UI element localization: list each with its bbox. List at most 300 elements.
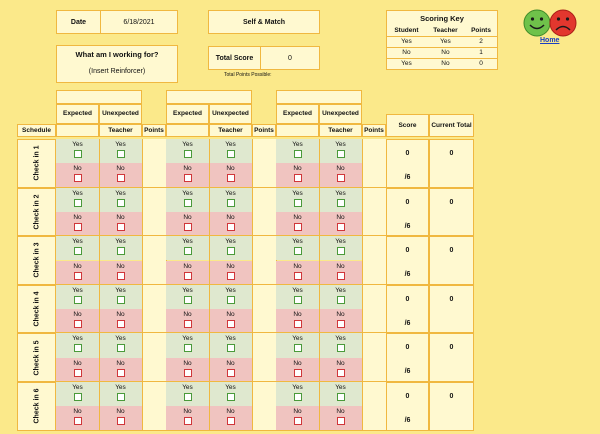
yes-option[interactable]: [209, 384, 252, 401]
column-divider: [252, 188, 253, 237]
yes-option-label: Yes: [72, 189, 83, 197]
student-col-header: [166, 124, 209, 137]
no-option[interactable]: [276, 263, 319, 280]
no-checkbox[interactable]: [337, 174, 345, 182]
reinforcer-box: [56, 45, 178, 83]
date-field: [56, 10, 178, 34]
yes-option[interactable]: [276, 335, 319, 352]
score-value: 0: [405, 247, 410, 255]
no-checkbox[interactable]: [117, 272, 125, 280]
no-option[interactable]: [56, 263, 99, 280]
column-divider: [209, 236, 210, 285]
no-checkbox[interactable]: [337, 369, 345, 377]
yes-checkbox[interactable]: [294, 150, 302, 158]
no-checkbox[interactable]: [74, 174, 82, 182]
yes-option-label: Yes: [335, 384, 346, 391]
no-checkbox[interactable]: [294, 369, 302, 377]
row-divider: [17, 430, 474, 431]
no-option[interactable]: [166, 408, 209, 425]
yes-option-label: Yes: [335, 238, 346, 246]
current-total-value: 0: [449, 247, 454, 255]
no-option[interactable]: [276, 165, 319, 182]
score-cell: [386, 236, 429, 285]
no-option[interactable]: [56, 214, 99, 231]
current-total-cell: [429, 188, 474, 237]
no-option-label: No: [226, 311, 235, 319]
yes-checkbox[interactable]: [227, 199, 235, 207]
no-option[interactable]: [276, 214, 319, 231]
no-option-label: No: [116, 359, 125, 367]
column-divider: [252, 139, 253, 188]
yes-option[interactable]: [319, 141, 362, 158]
yes-option-label: Yes: [225, 286, 236, 294]
score-out-of: /6: [404, 271, 411, 279]
checkin-label: [17, 188, 56, 237]
points-cell: [142, 236, 166, 285]
no-option-label: No: [73, 311, 82, 319]
date-value[interactable]: 6/18/2021: [123, 18, 155, 26]
no-checkbox[interactable]: [184, 369, 192, 377]
no-checkbox[interactable]: [294, 174, 302, 182]
no-checkbox[interactable]: [294, 320, 302, 328]
column-divider: [319, 236, 320, 285]
no-option[interactable]: [99, 360, 142, 377]
yes-checkbox[interactable]: [184, 247, 192, 255]
yes-option-label: Yes: [292, 189, 303, 197]
no-checkbox[interactable]: [294, 417, 302, 425]
yes-checkbox[interactable]: [337, 150, 345, 158]
column-divider: [319, 382, 320, 431]
no-option[interactable]: [209, 408, 252, 425]
column-divider: [252, 382, 253, 431]
yes-option-label: Yes: [182, 189, 193, 197]
column-divider: [319, 333, 320, 382]
no-option-label: No: [116, 213, 125, 221]
key-cell: 0: [465, 58, 497, 69]
no-option[interactable]: [56, 311, 99, 328]
checkin-label: [17, 382, 56, 431]
yes-checkbox[interactable]: [117, 150, 125, 158]
yes-option[interactable]: [166, 141, 209, 158]
column-divider: [252, 236, 253, 285]
yes-option-label: Yes: [292, 286, 303, 294]
no-checkbox[interactable]: [184, 272, 192, 280]
yes-checkbox[interactable]: [74, 247, 82, 255]
yes-option-label: Yes: [72, 286, 83, 294]
no-option[interactable]: [56, 165, 99, 182]
yes-checkbox[interactable]: [74, 296, 82, 304]
yes-option[interactable]: [56, 287, 99, 304]
points-cell: [362, 333, 386, 382]
score-cell: [386, 285, 429, 334]
yes-option[interactable]: [319, 287, 362, 304]
no-checkbox[interactable]: [117, 369, 125, 377]
no-checkbox[interactable]: [227, 369, 235, 377]
yes-checkbox[interactable]: [184, 344, 192, 352]
current-total-value: 0: [449, 344, 454, 352]
key-cell: Yes: [387, 58, 426, 69]
yes-checkbox[interactable]: [117, 393, 125, 401]
no-checkbox[interactable]: [74, 417, 82, 425]
no-option-label: No: [336, 213, 345, 221]
column-divider: [99, 236, 100, 285]
current-total-cell: [429, 139, 474, 188]
column-divider: [362, 236, 363, 285]
score-out-of: /6: [404, 222, 411, 230]
key-cell: No: [387, 47, 426, 58]
yes-option[interactable]: [319, 384, 362, 401]
yes-checkbox[interactable]: [337, 344, 345, 352]
expected-header: Expected: [276, 104, 319, 124]
score-value: 0: [405, 198, 410, 206]
key-col-student: Student: [394, 26, 419, 34]
current-total-header: Current Total: [429, 114, 474, 137]
no-checkbox[interactable]: [227, 174, 235, 182]
yes-option-label: Yes: [182, 286, 193, 294]
no-checkbox[interactable]: [117, 174, 125, 182]
yes-option[interactable]: [276, 190, 319, 207]
no-option-label: No: [183, 213, 192, 221]
score-cell: [386, 188, 429, 237]
no-option[interactable]: [99, 263, 142, 280]
no-option-label: No: [116, 165, 125, 173]
no-option[interactable]: [209, 263, 252, 280]
yes-checkbox[interactable]: [337, 247, 345, 255]
key-cell: Yes: [426, 36, 465, 47]
no-checkbox[interactable]: [337, 417, 345, 425]
yes-checkbox[interactable]: [294, 296, 302, 304]
no-checkbox[interactable]: [294, 272, 302, 280]
date-label: Date: [57, 11, 101, 33]
yes-checkbox[interactable]: [117, 247, 125, 255]
no-checkbox[interactable]: [294, 223, 302, 231]
yes-option-label: Yes: [225, 189, 236, 197]
no-checkbox[interactable]: [337, 320, 345, 328]
scoring-key: [386, 10, 498, 70]
expected-header: Expected: [166, 104, 209, 124]
checkin-label: [17, 236, 56, 285]
yes-option[interactable]: [166, 238, 209, 255]
score-cell: [386, 139, 429, 188]
score-out-of: /6: [404, 417, 411, 424]
no-option[interactable]: [99, 165, 142, 182]
column-divider: [319, 285, 320, 334]
no-checkbox[interactable]: [227, 223, 235, 231]
schedule-header: Schedule: [17, 124, 56, 137]
yes-option[interactable]: [56, 238, 99, 255]
no-option-label: No: [183, 165, 192, 173]
yes-checkbox[interactable]: [74, 344, 82, 352]
yes-option-label: Yes: [225, 384, 236, 391]
no-checkbox[interactable]: [74, 369, 82, 377]
no-checkbox[interactable]: [184, 223, 192, 231]
points-cell: [142, 382, 166, 431]
column-divider: [99, 188, 100, 237]
checkin-label-text: Check in 5: [33, 340, 40, 376]
score-value: 0: [405, 344, 410, 352]
no-option-label: No: [336, 408, 345, 416]
no-option[interactable]: [319, 214, 362, 231]
key-cell: No: [426, 47, 465, 58]
yes-option-label: Yes: [292, 141, 303, 148]
no-checkbox[interactable]: [74, 223, 82, 231]
yes-option[interactable]: [209, 238, 252, 255]
column-divider: [252, 333, 253, 382]
yes-option-label: Yes: [292, 384, 303, 391]
no-checkbox[interactable]: [74, 272, 82, 280]
expected-header: Expected: [56, 104, 99, 124]
unexpected-header: Unexpected: [99, 104, 142, 124]
key-cell: Yes: [387, 36, 426, 47]
no-option[interactable]: [319, 263, 362, 280]
no-checkbox[interactable]: [184, 174, 192, 182]
yes-option-label: Yes: [335, 335, 346, 343]
yes-option[interactable]: [56, 384, 99, 401]
yes-option[interactable]: [99, 287, 142, 304]
points-cell: [362, 188, 386, 237]
column-divider: [209, 188, 210, 237]
key-cell: 1: [465, 47, 497, 58]
checkin-label-text: Check in 1: [33, 145, 40, 181]
points-cell: [142, 285, 166, 334]
yes-option[interactable]: [319, 238, 362, 255]
yes-checkbox[interactable]: [184, 296, 192, 304]
checkin-label: [17, 139, 56, 188]
yes-option-label: Yes: [292, 335, 303, 343]
no-option-label: No: [336, 359, 345, 367]
column-divider: [209, 285, 210, 334]
points-cell: [362, 139, 386, 188]
no-option[interactable]: [56, 360, 99, 377]
reinforcer-value[interactable]: (Insert Reinforcer): [88, 68, 146, 75]
yes-checkbox[interactable]: [337, 199, 345, 207]
points-cell: [142, 333, 166, 382]
yes-checkbox[interactable]: [294, 247, 302, 255]
yes-checkbox[interactable]: [117, 296, 125, 304]
checkin-table: [17, 90, 473, 434]
no-option[interactable]: [209, 360, 252, 377]
no-checkbox[interactable]: [227, 320, 235, 328]
key-col-teacher: Teacher: [433, 26, 458, 34]
current-total-value: 0: [449, 198, 454, 206]
yes-option[interactable]: [99, 238, 142, 255]
score-out-of: /6: [404, 368, 411, 376]
yes-checkbox[interactable]: [227, 344, 235, 352]
yes-option-label: Yes: [182, 141, 193, 148]
no-option[interactable]: [276, 360, 319, 377]
yes-checkbox[interactable]: [74, 199, 82, 207]
yes-checkbox[interactable]: [294, 344, 302, 352]
yes-option[interactable]: [209, 141, 252, 158]
yes-checkbox[interactable]: [74, 393, 82, 401]
no-option-label: No: [73, 262, 82, 270]
total-points-possible: Total Points Possible:: [224, 72, 272, 78]
no-option[interactable]: [319, 360, 362, 377]
yes-option-label: Yes: [292, 238, 303, 246]
yes-checkbox[interactable]: [184, 393, 192, 401]
no-option-label: No: [293, 311, 302, 319]
no-option[interactable]: [319, 165, 362, 182]
yes-checkbox[interactable]: [117, 199, 125, 207]
no-checkbox[interactable]: [74, 320, 82, 328]
yes-option[interactable]: [209, 190, 252, 207]
no-checkbox[interactable]: [184, 320, 192, 328]
no-option[interactable]: [99, 311, 142, 328]
no-checkbox[interactable]: [117, 320, 125, 328]
points-cell: [362, 285, 386, 334]
yes-checkbox[interactable]: [337, 393, 345, 401]
yes-option[interactable]: [166, 287, 209, 304]
sad-face-icon: [550, 10, 576, 36]
no-option-label: No: [226, 213, 235, 221]
yes-option[interactable]: [276, 141, 319, 158]
no-option[interactable]: [319, 311, 362, 328]
no-checkbox[interactable]: [184, 417, 192, 425]
no-option[interactable]: [209, 311, 252, 328]
no-option[interactable]: [166, 214, 209, 231]
no-option[interactable]: [319, 408, 362, 425]
teacher-col-header: Teacher: [99, 124, 142, 137]
student-col-header: [56, 124, 99, 137]
yes-option[interactable]: [209, 287, 252, 304]
current-total-value: 0: [449, 393, 454, 400]
points-cell: [252, 188, 276, 237]
group-header-blank: [276, 90, 362, 104]
yes-checkbox[interactable]: [74, 150, 82, 158]
no-option[interactable]: [166, 165, 209, 182]
yes-option[interactable]: [209, 335, 252, 352]
no-option[interactable]: [166, 263, 209, 280]
yes-option[interactable]: [276, 384, 319, 401]
yes-option[interactable]: [319, 335, 362, 352]
yes-option[interactable]: [166, 384, 209, 401]
group-header-blank: [56, 90, 142, 104]
no-checkbox[interactable]: [337, 272, 345, 280]
yes-checkbox[interactable]: [227, 296, 235, 304]
no-checkbox[interactable]: [337, 223, 345, 231]
no-option[interactable]: [99, 214, 142, 231]
no-option-label: No: [73, 165, 82, 173]
yes-option-label: Yes: [335, 141, 346, 148]
yes-option-label: Yes: [225, 335, 236, 343]
yes-checkbox[interactable]: [117, 344, 125, 352]
yes-option[interactable]: [99, 141, 142, 158]
yes-option[interactable]: [276, 287, 319, 304]
column-divider: [142, 139, 143, 188]
reinforcer-title: What am I working for?: [75, 50, 159, 59]
unexpected-header: Unexpected: [209, 104, 252, 124]
column-divider: [99, 382, 100, 431]
no-checkbox[interactable]: [227, 417, 235, 425]
yes-option[interactable]: [166, 190, 209, 207]
yes-checkbox[interactable]: [227, 393, 235, 401]
points-col-header: Points: [142, 124, 166, 137]
yes-option-label: Yes: [182, 384, 193, 391]
yes-option-label: Yes: [72, 141, 83, 148]
yes-checkbox[interactable]: [184, 150, 192, 158]
no-option-label: No: [183, 359, 192, 367]
yes-option[interactable]: [276, 238, 319, 255]
no-option-label: No: [116, 408, 125, 416]
no-option-label: No: [226, 359, 235, 367]
no-option-label: No: [293, 213, 302, 221]
no-option-label: No: [73, 408, 82, 416]
yes-checkbox[interactable]: [227, 150, 235, 158]
yes-option[interactable]: [166, 335, 209, 352]
yes-checkbox[interactable]: [337, 296, 345, 304]
no-option-label: No: [183, 262, 192, 270]
yes-option-label: Yes: [115, 286, 126, 294]
no-checkbox[interactable]: [227, 272, 235, 280]
no-checkbox[interactable]: [117, 223, 125, 231]
column-divider: [209, 382, 210, 431]
yes-option[interactable]: [99, 335, 142, 352]
points-cell: [142, 188, 166, 237]
no-checkbox[interactable]: [117, 417, 125, 425]
current-total-cell: [429, 382, 474, 431]
yes-option-label: Yes: [335, 189, 346, 197]
no-option[interactable]: [99, 408, 142, 425]
column-divider: [99, 333, 100, 382]
current-total-cell: [429, 333, 474, 382]
no-option[interactable]: [166, 360, 209, 377]
teacher-col-header: Teacher: [209, 124, 252, 137]
group-header-blank: [166, 90, 252, 104]
points-col-header: Points: [252, 124, 276, 137]
yes-checkbox[interactable]: [184, 199, 192, 207]
column-divider: [362, 333, 363, 382]
checkin-label: [17, 285, 56, 334]
home-link[interactable]: Home: [540, 37, 560, 44]
column-divider: [142, 382, 143, 431]
yes-option[interactable]: [319, 190, 362, 207]
no-option-label: No: [336, 165, 345, 173]
score-cell: [386, 382, 429, 431]
score-out-of: /6: [404, 319, 411, 327]
column-divider: [362, 188, 363, 237]
no-option[interactable]: [166, 311, 209, 328]
no-option-label: No: [226, 165, 235, 173]
yes-option[interactable]: [56, 190, 99, 207]
mode-title: Self & Match: [208, 10, 320, 34]
yes-checkbox[interactable]: [227, 247, 235, 255]
no-option-label: No: [336, 262, 345, 270]
yes-option[interactable]: [56, 141, 99, 158]
points-cell: [362, 382, 386, 431]
yes-option[interactable]: [99, 384, 142, 401]
score-value: 0: [405, 393, 410, 400]
column-divider: [362, 382, 363, 431]
score-value: 0: [405, 150, 410, 157]
score-header: Score: [386, 114, 429, 137]
no-option[interactable]: [209, 214, 252, 231]
points-col-header: Points: [362, 124, 386, 137]
points-cell: [252, 139, 276, 188]
checkin-label: [17, 333, 56, 382]
no-option[interactable]: [276, 408, 319, 425]
no-option[interactable]: [56, 408, 99, 425]
no-option-label: No: [116, 262, 125, 270]
student-col-header: [276, 124, 319, 137]
current-total-value: 0: [449, 295, 454, 303]
no-option[interactable]: [276, 311, 319, 328]
yes-checkbox[interactable]: [294, 393, 302, 401]
yes-option-label: Yes: [182, 335, 193, 343]
yes-option[interactable]: [56, 335, 99, 352]
no-option[interactable]: [209, 165, 252, 182]
yes-option[interactable]: [99, 190, 142, 207]
yes-checkbox[interactable]: [294, 199, 302, 207]
